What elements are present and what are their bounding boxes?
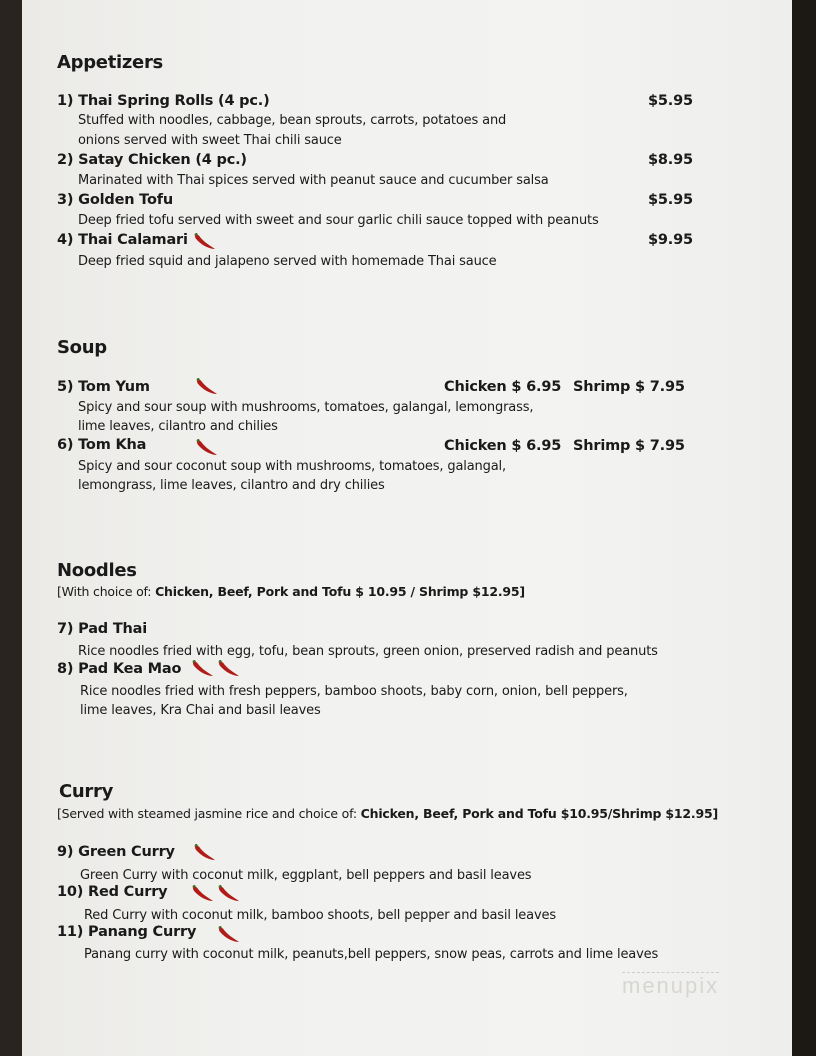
item-name: 11) Panang Curry bbox=[57, 924, 197, 940]
item-description: Red Curry with coconut milk, bamboo shoots, bell pepper and basil leaves bbox=[84, 908, 556, 923]
item-price-shrimp: Shrimp $ 7.95 bbox=[573, 438, 685, 454]
note-prices: Chicken, Beef, Pork and Tofu $ 10.95 / Shrimp $12.95] bbox=[155, 584, 525, 599]
item-name: 9) Green Curry bbox=[57, 844, 175, 860]
note-prices: Chicken, Beef, Pork and Tofu $10.95/Shrimp $12.95] bbox=[360, 806, 718, 821]
item-description: lime leaves, cilantro and chilies bbox=[78, 419, 278, 434]
item-description: Deep fried tofu served with sweet and sour garlic chili sauce topped with peanuts bbox=[78, 213, 599, 228]
item-price: $8.95 bbox=[648, 152, 693, 168]
item-name: 10) Red Curry bbox=[57, 884, 168, 900]
chili-pepper-icon bbox=[194, 377, 220, 397]
item-price-shrimp: Shrimp $ 7.95 bbox=[573, 379, 685, 395]
item-price: $9.95 bbox=[648, 232, 693, 248]
item-description: Spicy and sour coconut soup with mushrooms, tomatoes, galangal, bbox=[78, 459, 506, 474]
item-name: 3) Golden Tofu bbox=[57, 192, 173, 208]
item-description: Deep fried squid and jalapeno served with homemade Thai sauce bbox=[78, 254, 497, 269]
item-price: $5.95 bbox=[648, 93, 693, 109]
item-description: lime leaves, Kra Chai and basil leaves bbox=[80, 703, 321, 718]
item-description: Marinated with Thai spices served with peanut sauce and cucumber salsa bbox=[78, 173, 549, 188]
item-name: 2) Satay Chicken (4 pc.) bbox=[57, 152, 247, 168]
watermark: menupix bbox=[622, 973, 720, 998]
item-price-chicken: Chicken $ 6.95 bbox=[444, 438, 562, 454]
item-price: $5.95 bbox=[648, 192, 693, 208]
section-title-soup: Soup bbox=[57, 337, 107, 358]
item-name: 4) Thai Calamari bbox=[57, 232, 188, 248]
item-name: 1) Thai Spring Rolls (4 pc.) bbox=[57, 93, 270, 109]
item-name: 5) Tom Yum bbox=[57, 379, 150, 395]
section-note-noodles bbox=[57, 584, 525, 599]
section-title-appetizers: Appetizers bbox=[57, 52, 163, 73]
chili-pepper-icon bbox=[216, 884, 242, 904]
item-description: Rice noodles fried with fresh peppers, bamboo shoots, baby corn, onion, bell peppers, bbox=[80, 684, 628, 699]
item-name: 8) Pad Kea Mao bbox=[57, 661, 182, 677]
menu-page bbox=[22, 0, 792, 1056]
chili-pepper-icon bbox=[216, 925, 242, 945]
section-title-curry: Curry bbox=[59, 781, 114, 802]
chili-pepper-icon bbox=[216, 659, 242, 679]
chili-pepper-icon bbox=[194, 438, 220, 458]
item-description: Stuffed with noodles, cabbage, bean sprouts, carrots, potatoes and bbox=[78, 113, 507, 128]
page-edge-shadow bbox=[792, 0, 816, 1056]
item-price-chicken: Chicken $ 6.95 bbox=[444, 379, 562, 395]
chili-pepper-icon bbox=[190, 884, 216, 904]
chili-pepper-icon bbox=[192, 843, 218, 863]
item-description: Rice noodles fried with egg, tofu, bean sprouts, green onion, preserved radish and peanuts bbox=[78, 644, 658, 659]
chili-pepper-icon bbox=[190, 659, 216, 679]
item-name: 6) Tom Kha bbox=[57, 437, 147, 453]
item-description: lemongrass, lime leaves, cilantro and dry chilies bbox=[78, 478, 385, 493]
chili-pepper-icon bbox=[192, 232, 218, 252]
item-description: Panang curry with coconut milk, peanuts,bell peppers, snow peas, carrots and lime leaves bbox=[84, 947, 659, 962]
section-title-noodles: Noodles bbox=[57, 560, 137, 581]
item-description: onions served with sweet Thai chili sauce bbox=[78, 133, 342, 148]
note-text: [With choice of: bbox=[57, 584, 156, 599]
item-description: Green Curry with coconut milk, eggplant, bell peppers and basil leaves bbox=[80, 868, 532, 883]
note-text: [Served with steamed jasmine rice and choice of: bbox=[57, 806, 361, 821]
section-note-curry bbox=[57, 806, 718, 821]
item-name: 7) Pad Thai bbox=[57, 621, 147, 637]
item-description: Spicy and sour soup with mushrooms, tomatoes, galangal, lemongrass, bbox=[78, 400, 534, 415]
